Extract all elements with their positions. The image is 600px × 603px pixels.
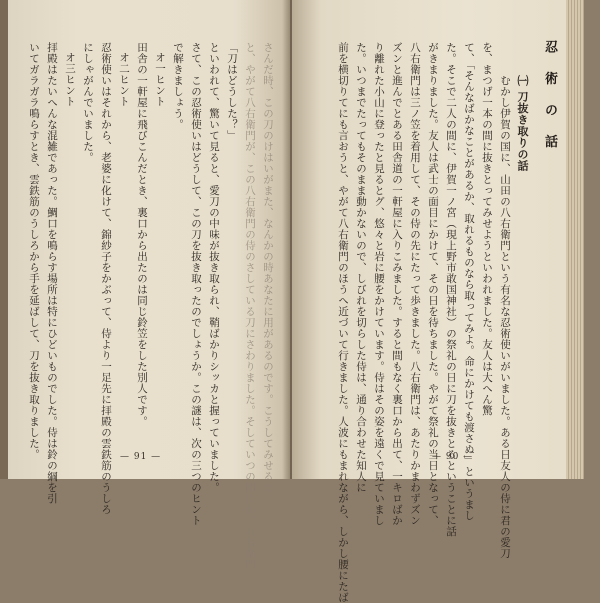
right-page-edges [566, 0, 584, 479]
right-column-6: 八右衛門は三ノ笠を着用して、その侍の先にたって歩きました。八右衛門は、あたりかまわずズン [409, 42, 421, 526]
section-heading: ㈠ 刀抜き取りの話 [516, 75, 529, 172]
left-column-1: さんだ時、この刀のけはいがまた、なんかの時あなたに用があるのです。こうしてみせると、 [262, 42, 274, 504]
left-column-5: さて、この忍術使いはどうして、この刀を抜き取ったのでしょうか。この謎は、次の三つのヒント [190, 42, 202, 526]
right-column-3: て、「そんなばかなことがあるか、取れるものなら取ってみよ。命にかけても渡さぬ」というまし [463, 42, 475, 521]
left-column-6: で解きましょう。 [172, 42, 184, 130]
right-column-7: ズンと進んでとある田舎道の一軒屋に入りこみました。すると間もなく裏口から出て、一キロばか [391, 42, 403, 526]
left-column-9: オ二ヒント [118, 52, 130, 107]
left-page-number: — 91 — [120, 452, 162, 462]
right-page [292, 0, 584, 603]
right-page-number: — 90 — [432, 452, 474, 462]
left-column-12: オ三ヒント [64, 52, 76, 107]
left-column-7: オ一ヒント [154, 52, 166, 107]
right-column-2: を、まつげ一本の間に抜きとってみせようといわれました。友人は大へん驚 [481, 42, 493, 416]
right-column-9: た。いつまでたってもそのまま動かないので、しびれを切らした侍は、通り合わせた知人に [355, 42, 367, 493]
left-page [8, 0, 290, 570]
left-column-8: 田舎の一軒屋に飛びこんだとき、裏口から出たのは同じ鈴笠をした別人です。 [136, 42, 148, 427]
left-column-3: 「刀はどうした？」 [226, 42, 238, 141]
right-column-8: り離れた小山に登ったと見るとグ、悠々と岩に腰をかけています。侍はその姿を遠くで見ていまし [373, 42, 385, 526]
left-column-11: にしゃがんでいました。 [82, 42, 94, 163]
right-column-4: た。そこで二人の間に、伊賀一ノ宮（現上野市敢国神社）の祭礼の日に刀を抜きとるということに話 [445, 42, 457, 537]
left-column-2: と、やがて八右衛門が、この八右衛門の侍のさしている刀にさわりました。そしていつの間にか、八右衛門 [244, 42, 256, 570]
left-column-10: 忍術使いはそれから、老婆に化けて、錦紗子をかぶって、侍より一足先に拝殿の雲鉄筋のうしろ [100, 42, 112, 515]
running-title: 忍 術 の 話 [542, 40, 557, 155]
left-column-4: といわれて、驚いて見ると、愛刀の中味が抜き取られ、鞘ばかりシッカと握っていました。 [208, 42, 220, 493]
left-column-13: 拝殿はたいへんな混雑であった。鯛口を鳴らす場所は特にひどいものでした。侍は鈴の綱を引 [46, 42, 58, 504]
right-column-10: 前を横切りてにも言おうと、やがて八右衛門のほうへ近づいて行きました。人波にもまれながら、しかし腰にたば [337, 42, 349, 603]
left-column-14: いてガラガラ鳴らすとき、雲鉄筋のうしろから手を延ばして、刀を抜き取りました。 [28, 42, 40, 460]
left-book-edge [0, 0, 8, 479]
right-column-1: むかし伊賀の国に、山田の八右衛門という有名な忍術使いがいました。ある日友人の侍に君の愛刀 [499, 75, 511, 559]
right-column-5: がきまりました。友人は武士の面目にかけて、その日を待ちました。やがて祭礼の当日となって、 [427, 42, 439, 526]
